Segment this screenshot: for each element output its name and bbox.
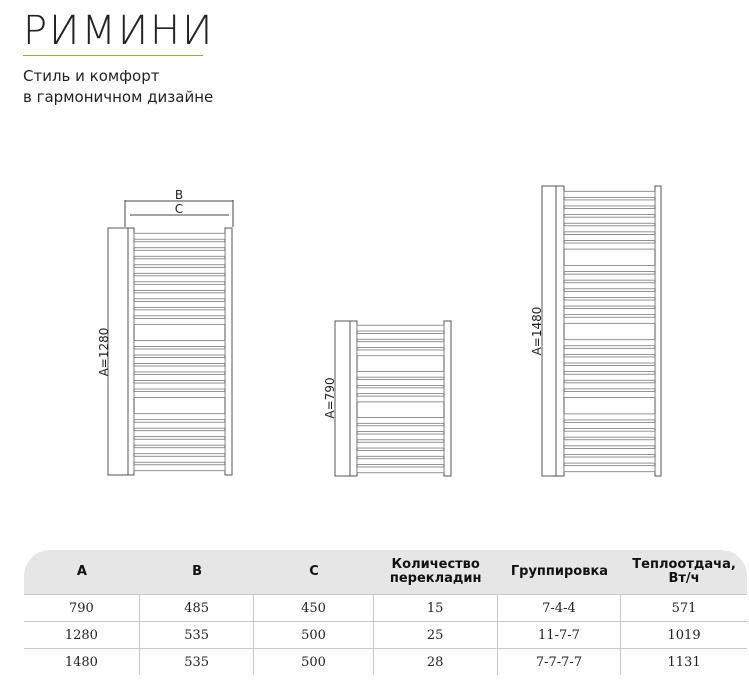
table-row bbox=[24, 649, 747, 675]
crossbar bbox=[134, 310, 225, 316]
crossbar bbox=[564, 466, 655, 472]
crossbar bbox=[134, 259, 225, 265]
subtitle-line-2: в гармоничном дизайне bbox=[23, 88, 214, 106]
crossbar bbox=[134, 318, 225, 324]
crossbar bbox=[134, 366, 225, 372]
crossbar bbox=[564, 226, 655, 232]
crossbar bbox=[357, 459, 444, 465]
crossbar bbox=[564, 274, 655, 280]
radiator-790-height-label: A=790 bbox=[323, 377, 337, 419]
cell-bar-count: 28 bbox=[374, 649, 498, 675]
cell-grouping: 7-4-4 bbox=[498, 594, 621, 622]
radiator-790 bbox=[323, 321, 451, 476]
crossbar bbox=[564, 366, 655, 372]
cell-grouping: 11-7-7 bbox=[498, 622, 621, 649]
radiator-1480-bars bbox=[564, 191, 655, 471]
cell-bar-count: 25 bbox=[374, 622, 498, 649]
table-row bbox=[24, 594, 747, 622]
cell-heat-output: 1131 bbox=[667, 654, 701, 670]
header-grouping: Группировка bbox=[498, 550, 621, 594]
crossbar bbox=[564, 457, 655, 463]
radiator-1280-bars bbox=[134, 233, 225, 470]
crossbar bbox=[564, 209, 655, 215]
crossbar bbox=[134, 375, 225, 381]
header-bar-count bbox=[374, 550, 498, 594]
crossbar bbox=[357, 418, 444, 424]
cell-heat-output: 1019 bbox=[621, 622, 747, 649]
crossbar bbox=[564, 234, 655, 240]
crossbar bbox=[564, 200, 655, 206]
crossbar bbox=[564, 414, 655, 420]
cell-heat-output: 571 bbox=[621, 594, 747, 622]
header-bar-count-line-2: перекладин bbox=[389, 571, 482, 586]
cell-b: 535 bbox=[140, 649, 255, 675]
radiator-1280-left-pipe bbox=[128, 228, 134, 475]
crossbar bbox=[564, 391, 655, 397]
crossbar bbox=[357, 333, 444, 339]
crossbar bbox=[564, 191, 655, 197]
header-a: A bbox=[24, 550, 140, 594]
crossbar bbox=[357, 434, 444, 440]
cell-c: 500 bbox=[254, 649, 373, 675]
header-c: C bbox=[254, 550, 373, 594]
cell-c: 500 bbox=[254, 622, 373, 649]
crossbar bbox=[134, 242, 225, 248]
crossbar bbox=[134, 465, 225, 471]
radiator-790-left-pipe bbox=[350, 321, 357, 476]
crossbar bbox=[564, 283, 655, 289]
crossbar bbox=[564, 374, 655, 380]
cell-a: 1280 bbox=[24, 622, 140, 649]
radiator-1480-right-pipe bbox=[655, 186, 661, 476]
crossbar bbox=[564, 357, 655, 363]
radiator-1280 bbox=[97, 188, 233, 475]
crossbar bbox=[134, 284, 225, 290]
crossbar bbox=[134, 448, 225, 454]
crossbar bbox=[357, 380, 444, 386]
subtitle-line-1: Стиль и комфорт bbox=[23, 67, 160, 85]
radiator-1480-left-pipe bbox=[556, 186, 564, 476]
dimension-c-label: C bbox=[174, 202, 184, 216]
crossbar bbox=[564, 265, 655, 271]
crossbar bbox=[564, 440, 655, 446]
radiator-1480-side-panel bbox=[542, 186, 556, 476]
crossbar bbox=[134, 422, 225, 428]
crossbar bbox=[357, 350, 444, 356]
header-heat-output-line-2: Вт/ч bbox=[668, 571, 700, 586]
radiator-1280-right-pipe bbox=[225, 228, 232, 475]
cell-c: 450 bbox=[254, 594, 373, 622]
crossbar bbox=[357, 467, 444, 473]
crossbar bbox=[357, 371, 444, 377]
radiator-790-right-pipe bbox=[444, 321, 451, 476]
crossbar bbox=[134, 358, 225, 364]
crossbar bbox=[134, 250, 225, 256]
crossbar bbox=[134, 439, 225, 445]
crossbar bbox=[564, 243, 655, 249]
crossbar bbox=[564, 348, 655, 354]
crossbar bbox=[134, 301, 225, 307]
crossbar bbox=[564, 383, 655, 389]
cell-a: 790 bbox=[24, 594, 140, 622]
crossbar bbox=[134, 267, 225, 273]
crossbar bbox=[564, 340, 655, 346]
crossbar bbox=[134, 383, 225, 389]
radiator-1480 bbox=[530, 186, 661, 476]
header-heat-output bbox=[621, 550, 747, 594]
table-row bbox=[24, 622, 747, 649]
crossbar bbox=[564, 423, 655, 429]
specifications-table bbox=[24, 550, 747, 675]
crossbar bbox=[134, 293, 225, 299]
header-b: B bbox=[140, 550, 255, 594]
crossbar bbox=[134, 349, 225, 355]
crossbar bbox=[134, 392, 225, 398]
crossbar bbox=[134, 276, 225, 282]
header-heat-output-line-1: Теплоотдача, bbox=[632, 557, 736, 572]
radiator-790-bars bbox=[357, 325, 444, 473]
radiator-790-side-panel bbox=[335, 321, 350, 476]
crossbar bbox=[564, 317, 655, 323]
page-title: РИМИНИ bbox=[23, 8, 215, 54]
crossbar bbox=[134, 456, 225, 462]
crossbar bbox=[134, 414, 225, 420]
header-bar-count-line-1: Количество bbox=[391, 557, 480, 572]
crossbar bbox=[564, 431, 655, 437]
crossbar bbox=[134, 233, 225, 239]
crossbar bbox=[564, 309, 655, 315]
crossbar bbox=[357, 451, 444, 457]
crossbar bbox=[134, 341, 225, 347]
radiator-1280-height-label: A=1280 bbox=[97, 327, 111, 377]
crossbar bbox=[134, 431, 225, 437]
table-header-row bbox=[24, 550, 747, 594]
crossbar bbox=[564, 291, 655, 297]
radiator-1480-height-label: A=1480 bbox=[530, 306, 544, 356]
crossbar bbox=[357, 396, 444, 402]
cell-b: 535 bbox=[140, 622, 255, 649]
crossbar bbox=[357, 388, 444, 394]
crossbar bbox=[357, 342, 444, 348]
crossbar bbox=[357, 325, 444, 331]
crossbar bbox=[357, 426, 444, 432]
cell-a: 1480 bbox=[24, 649, 140, 675]
crossbar bbox=[357, 442, 444, 448]
crossbar bbox=[564, 300, 655, 306]
radiator-1280-side-panel bbox=[108, 228, 128, 475]
cell-b: 485 bbox=[140, 594, 255, 622]
crossbar bbox=[564, 217, 655, 223]
cell-bar-count: 15 bbox=[374, 594, 498, 622]
dimension-b-label: B bbox=[174, 188, 184, 202]
cell-grouping: 7-7-7-7 bbox=[498, 649, 621, 675]
crossbar bbox=[564, 448, 655, 454]
